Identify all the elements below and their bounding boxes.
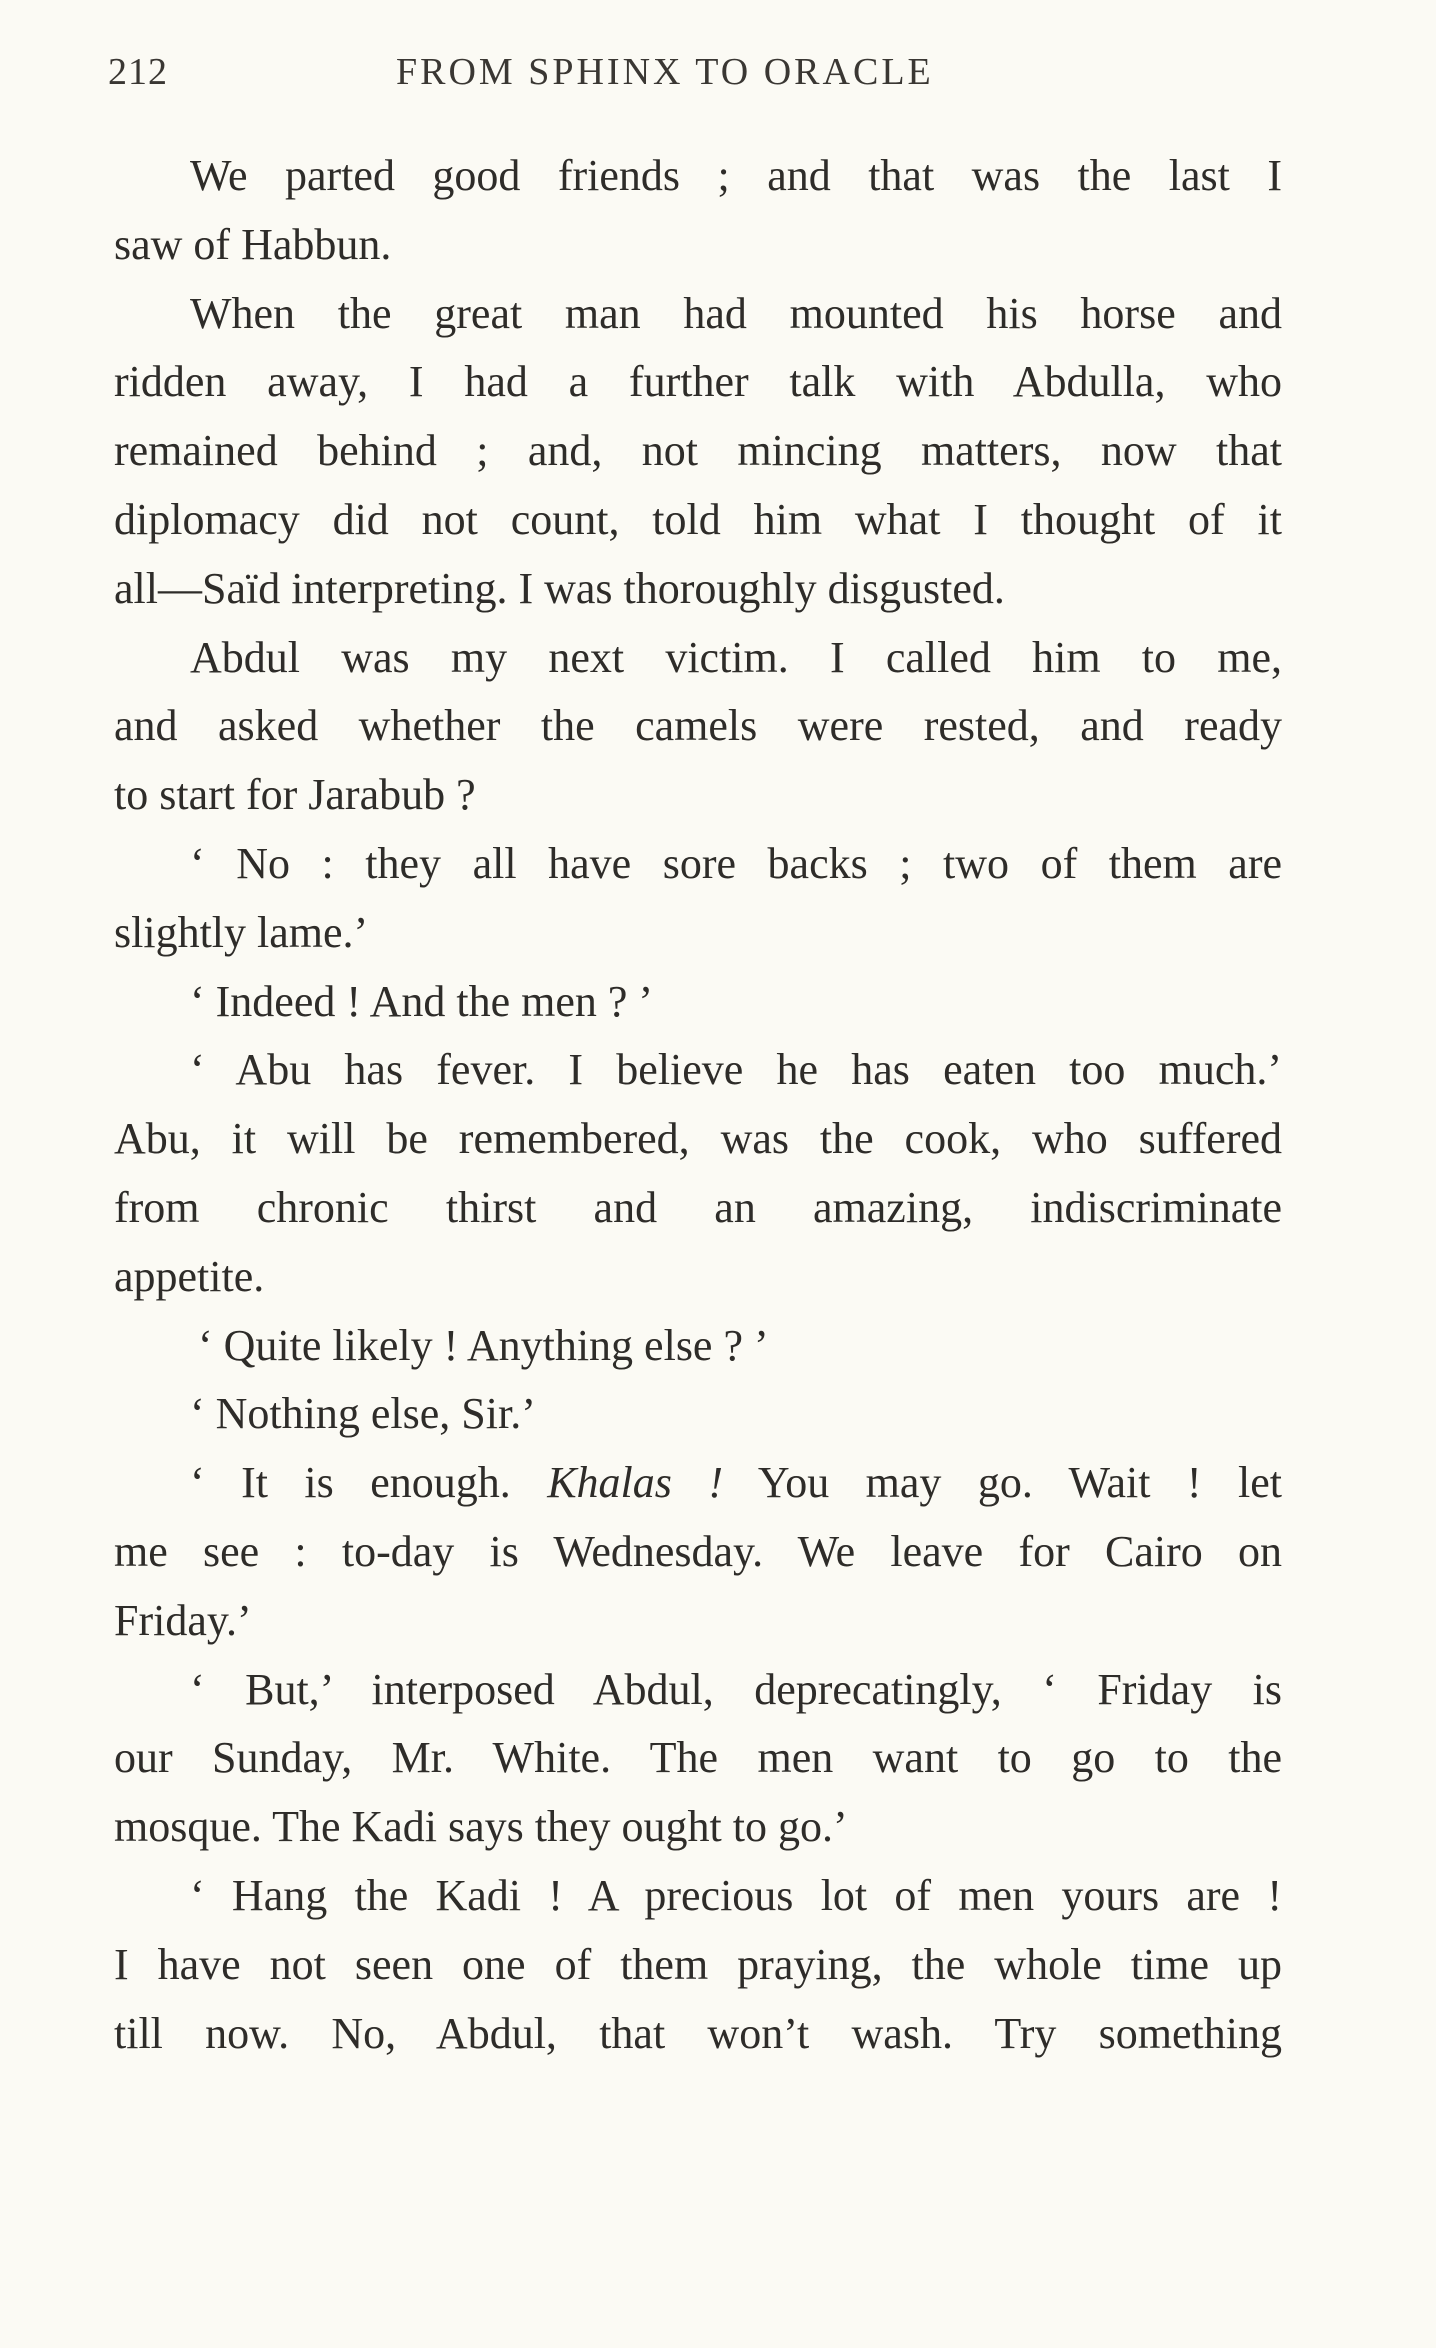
text-line: ‘ Nothing else, Sir.’ bbox=[190, 1389, 536, 1439]
text-line: from chronic thirst and an amazing, indiscriminate bbox=[114, 1182, 1282, 1232]
body-text bbox=[114, 142, 1282, 2068]
text-line: ‘ Hang the Kadi ! A precious lot of men yours are ! bbox=[190, 1870, 1282, 1920]
text-line: Abu, it will be remembered, was the cook, who suffered bbox=[114, 1114, 1282, 1164]
text-line: saw of Habbun. bbox=[114, 219, 392, 269]
text-line: ‘ But,’ interposed Abdul, deprecatingly, ‘ Friday is bbox=[190, 1664, 1282, 1714]
text-line: till now. No, Abdul, that won’t wash. Try something bbox=[114, 2008, 1282, 2058]
text-line: and asked whether the camels were rested, and ready bbox=[114, 701, 1282, 751]
text-line: all—Saïd interpreting. I was thoroughly disgusted. bbox=[114, 563, 1005, 613]
running-head: FROM SPHINX TO ORACLE bbox=[396, 51, 934, 93]
page-number: 212 bbox=[108, 51, 168, 93]
text-line: me see : to-day is Wednesday. We leave for Cairo on bbox=[114, 1526, 1282, 1576]
text-run: ‘ It is enough. bbox=[190, 1458, 511, 1508]
text-line: mosque. The Kadi says they ought to go.’ bbox=[114, 1802, 848, 1852]
page-header bbox=[108, 50, 1288, 110]
text-line: to start for Jarabub ? bbox=[114, 770, 476, 820]
text-line: Abdul was my next victim. I called him to me, bbox=[190, 632, 1282, 682]
text-line: ‘ Indeed ! And the men ? ’ bbox=[190, 976, 654, 1026]
text-line: When the great man had mounted his horse and bbox=[190, 288, 1282, 338]
text-run: You may go. Wait ! let bbox=[757, 1458, 1282, 1508]
text-line: ‘ Abu has fever. I believe he has eaten too much.’ bbox=[190, 1045, 1282, 1095]
text-line: slightly lame.’ bbox=[114, 907, 369, 957]
text-line: ridden away, I had a further talk with Abdulla, who bbox=[114, 357, 1282, 407]
text-line-mixed bbox=[114, 1449, 1282, 1518]
text-line: ‘ Quite likely ! Anything else ? ’ bbox=[198, 1320, 769, 1370]
italic-word: Khalas ! bbox=[547, 1458, 723, 1508]
text-line: ‘ No : they all have sore backs ; two of them are bbox=[190, 838, 1282, 888]
text-line: remained behind ; and, not mincing matters, now that bbox=[114, 426, 1282, 476]
text-line: Friday.’ bbox=[114, 1595, 252, 1645]
text-line: We parted good friends ; and that was the last I bbox=[190, 151, 1282, 200]
text-line: our Sunday, Mr. White. The men want to go to the bbox=[114, 1733, 1282, 1783]
text-line: diplomacy did not count, told him what I thought of it bbox=[114, 494, 1282, 544]
text-line: appetite. bbox=[114, 1251, 265, 1301]
text-line: I have not seen one of them praying, the whole time up bbox=[114, 1939, 1282, 1989]
